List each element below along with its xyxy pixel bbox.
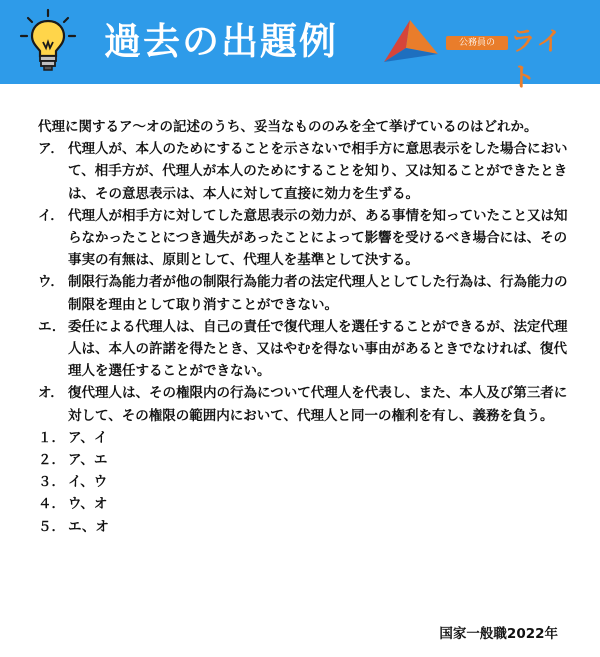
answer-choice-4 [38,493,568,515]
statement-text: 委任による代理人は、自己の責任で復代理人を選任することができるが、法定代理人は、本人の許諾を得たとき、又はやむを得ない事由があるときでなければ、復代理人を選任することができない。 [68,318,568,380]
page-title: 過去の出題例 [104,20,338,63]
brand-logo [376,18,586,93]
statement-text: 復代理人は、その権限内の行為について代理人を代表し、また、本人及び第三者に対して、その権限の範囲内において、代理人と同一の権利を有し、義務を負う。 [68,385,568,424]
statement-a [38,138,568,205]
answer-choice-2 [38,449,568,471]
statement-mark: イ． [38,207,64,224]
choice-number: ４． [38,496,65,513]
statement-text: 代理人が相手方に対してした意思表示の効力が、ある事情を知っていたこと又は知らなかったことにつき過失があったことによって影響を受けるべき場合には、その事実の有無は、原則として、代理人を基準として決する。 [68,207,568,269]
statement-u [38,271,568,315]
choice-text: ア、エ [68,452,108,469]
logo-name: ライト [510,27,564,93]
choice-text: ウ、オ [68,496,108,513]
statement-mark: オ． [38,385,64,402]
answer-choice-5 [38,516,568,538]
statement-o [38,382,568,426]
answer-choice-3 [38,471,568,493]
question-body [38,116,568,538]
answer-choice-1 [38,427,568,449]
choice-text: イ、ウ [68,474,108,491]
choice-text: エ、オ [68,518,109,535]
logo-triangle-icon [376,18,444,66]
statement-text: 代理人が、本人のためにすることを示さないで相手方に意思表示をした場合において、相手方が、代理人が本人のためにすることを知り、又は知ることができたときは、その意思表示は、本人に対して直接に効力を生ずる。 [68,141,568,202]
choice-number: １． [38,429,65,446]
choice-number: ３． [38,474,65,491]
statement-e [38,316,568,383]
lightbulb-icon [18,8,78,74]
statement-mark: エ． [38,318,66,335]
choice-text: ア、イ [68,429,108,446]
statement-i [38,205,568,272]
statement-mark: ウ． [38,274,64,291]
question-intro: 代理に関するア～オの記述のうち、妥当なもののみを全て挙げているのはどれか。 [38,119,538,135]
statement-mark: ア． [38,141,64,158]
exam-source: 国家一般職2022年 [439,626,558,642]
logo-subtitle: 公務員の [446,36,508,50]
choice-number: ５． [38,518,65,535]
choice-number: ２． [38,452,65,469]
header-banner [0,0,600,93]
statement-text: 制限行為能力者が他の制限行為能力者の法定代理人としてした行為は、行為能力の制限を理由として取り消すことができない。 [68,274,568,313]
